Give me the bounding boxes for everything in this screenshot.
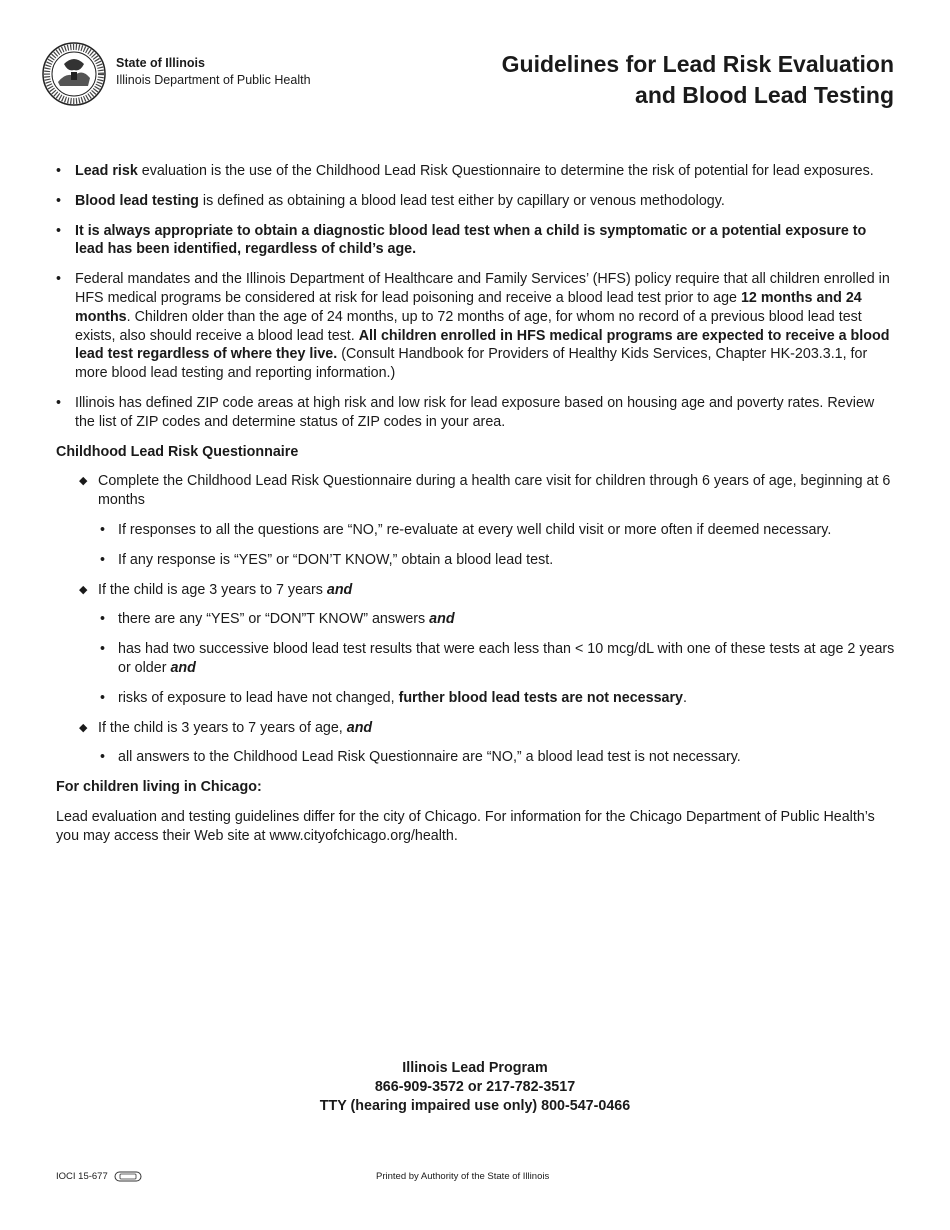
diagnostic-test-statement: It is always appropriate to obtain a diagnostic blood lead test when a child is symptomatic or a potential exposure to lead has been identified, regardless of child’s age. xyxy=(75,222,867,258)
contact-block xyxy=(0,1059,950,1116)
period: . xyxy=(683,689,687,706)
agency-block xyxy=(116,55,311,89)
program-name: Illinois Lead Program xyxy=(402,1060,548,1076)
guidelines-content xyxy=(56,162,896,857)
and-conjunction: and xyxy=(346,719,373,736)
risks-unchanged-text: risks of exposure to lead have not changed, xyxy=(118,689,399,706)
page-title xyxy=(502,49,894,111)
diamond-marker-icon: ◆ xyxy=(79,475,88,488)
blood-lead-testing-term: Blood lead testing xyxy=(75,192,199,209)
complete-questionnaire-text: Complete the Childhood Lead Risk Questionnaire during a health care visit for children through 6 years of age, beginning at 6 months xyxy=(98,473,891,509)
bullet-marker: • xyxy=(100,521,106,538)
two-tests-text: has had two successive blood lead test results that were each less than < 10 mcg/dL with one of these tests at age 2 years or older xyxy=(118,641,895,676)
bullet-federal-mandates xyxy=(56,270,896,383)
title-line-2: and Blood Lead Testing xyxy=(635,82,894,108)
age-3-to-7-no-text: If the child is 3 years to 7 years of age, xyxy=(98,719,347,736)
questionnaire-heading: Childhood Lead Risk Questionnaire xyxy=(56,443,299,460)
bullet-marker: • xyxy=(100,641,106,658)
diamond-marker-icon: ◆ xyxy=(79,583,88,596)
diamond-item-complete-questionnaire xyxy=(56,472,896,510)
tty-number: TTY (hearing impaired use only) 800-547-0466 xyxy=(319,1098,631,1114)
and-conjunction: and xyxy=(429,611,455,628)
all-answers-no-text: all answers to the Childhood Lead Risk Questionnaire are “NO,” a blood lead test is not necessary. xyxy=(118,749,741,766)
lead-risk-term: Lead risk xyxy=(75,163,138,179)
sub-item-all-answers-no xyxy=(56,748,896,767)
mandates-requirement: All children enrolled in HFS medical programs are expected to receive a blood lead test regardless of where they live. xyxy=(75,327,890,363)
lead-risk-definition: evaluation is the use of the Childhood Lead Risk Questionnaire to determine the risk of potential for lead exposures. xyxy=(137,163,874,179)
diamond-marker-icon: ◆ xyxy=(79,721,88,734)
bullet-marker: • xyxy=(100,611,106,628)
chicago-text: Lead evaluation and testing guidelines differ for the city of Chicago. For information for the Chicago Department of Public Health’s you may access their Web site at www.cityofchicago.org/health. xyxy=(56,808,875,844)
form-id xyxy=(56,1171,142,1182)
printing-authority: Printed by Authority of the State of Illinois xyxy=(376,1171,550,1182)
any-yes-text: If any response is “YES” or “DON’T KNOW,” obtain a blood lead test. xyxy=(118,551,554,568)
bullet-marker: • xyxy=(56,163,62,179)
bullet-marker: • xyxy=(56,192,62,209)
mandates-text-1: Federal mandates and the Illinois Department of Healthcare and Family Services’ (HFS) policy require that all children enrolled in HFS medical programs be considered at risk for lead poisoning and receive a blood lead test prior to age xyxy=(75,271,890,306)
bullet-marker: • xyxy=(100,749,106,766)
sub-item-yes-answers xyxy=(56,610,896,629)
recycled-paper-icon xyxy=(114,1171,142,1182)
state-name: State of Illinois xyxy=(116,56,205,70)
title-line-1: Guidelines for Lead Risk Evaluation xyxy=(501,51,894,77)
bullet-marker: • xyxy=(56,394,62,411)
form-number: IOCI 15-677 xyxy=(56,1171,108,1182)
sub-item-two-tests xyxy=(56,640,896,678)
department-name: Illinois Department of Public Health xyxy=(116,73,311,87)
mandates-text-2: . Children older than the age of 24 months, up to 72 months of age, for whom no record of a previous blood lead test exists, also should receive a blood lead test. xyxy=(75,308,862,344)
bullet-marker: • xyxy=(56,271,62,288)
program-phones: 866-909-3572 or 217-782-3517 xyxy=(374,1079,576,1095)
bullet-marker: • xyxy=(100,689,106,706)
mandates-ages: 12 months and 24 months xyxy=(75,289,862,325)
bullet-marker: • xyxy=(56,222,62,239)
bullet-marker: • xyxy=(100,551,106,568)
bullet-lead-risk xyxy=(56,162,896,181)
mandates-text-3: (Consult Handbook for Providers of Healthy Kids Services, Chapter HK-203.3.1, for more blood lead testing and reporting information.) xyxy=(75,346,868,382)
no-further-tests: further blood lead tests are not necessary xyxy=(398,689,683,706)
age-3-to-7-text: If the child is age 3 years to 7 years xyxy=(98,581,327,598)
sub-item-risks-unchanged xyxy=(56,689,896,708)
and-conjunction: and xyxy=(170,659,196,676)
sub-item-all-no xyxy=(56,521,896,540)
chicago-heading: For children living in Chicago: xyxy=(56,779,262,796)
bullet-zip-codes xyxy=(56,394,896,432)
and-conjunction: and xyxy=(326,581,353,598)
diamond-item-age-3-to-7 xyxy=(56,581,896,600)
bullet-blood-lead-testing xyxy=(56,192,896,211)
state-seal-icon xyxy=(42,42,106,106)
blood-lead-testing-definition: is defined as obtaining a blood lead test either by capillary or venous methodology. xyxy=(198,192,725,209)
zip-codes-text: Illinois has defined ZIP code areas at high risk and low risk for lead exposure based on housing age and poverty rates. Review the list of ZIP codes and determine status of ZIP codes in your area. xyxy=(75,394,875,430)
sub-item-any-yes xyxy=(56,551,896,570)
bullet-diagnostic-test xyxy=(56,222,896,260)
all-no-text: If responses to all the questions are “NO,” re-evaluate at every well child visit or more often if deemed necessary. xyxy=(118,521,832,538)
yes-answers-text: there are any “YES” or “DON”T KNOW” answers xyxy=(118,611,430,628)
diamond-item-age-3-to-7-no xyxy=(56,719,896,738)
